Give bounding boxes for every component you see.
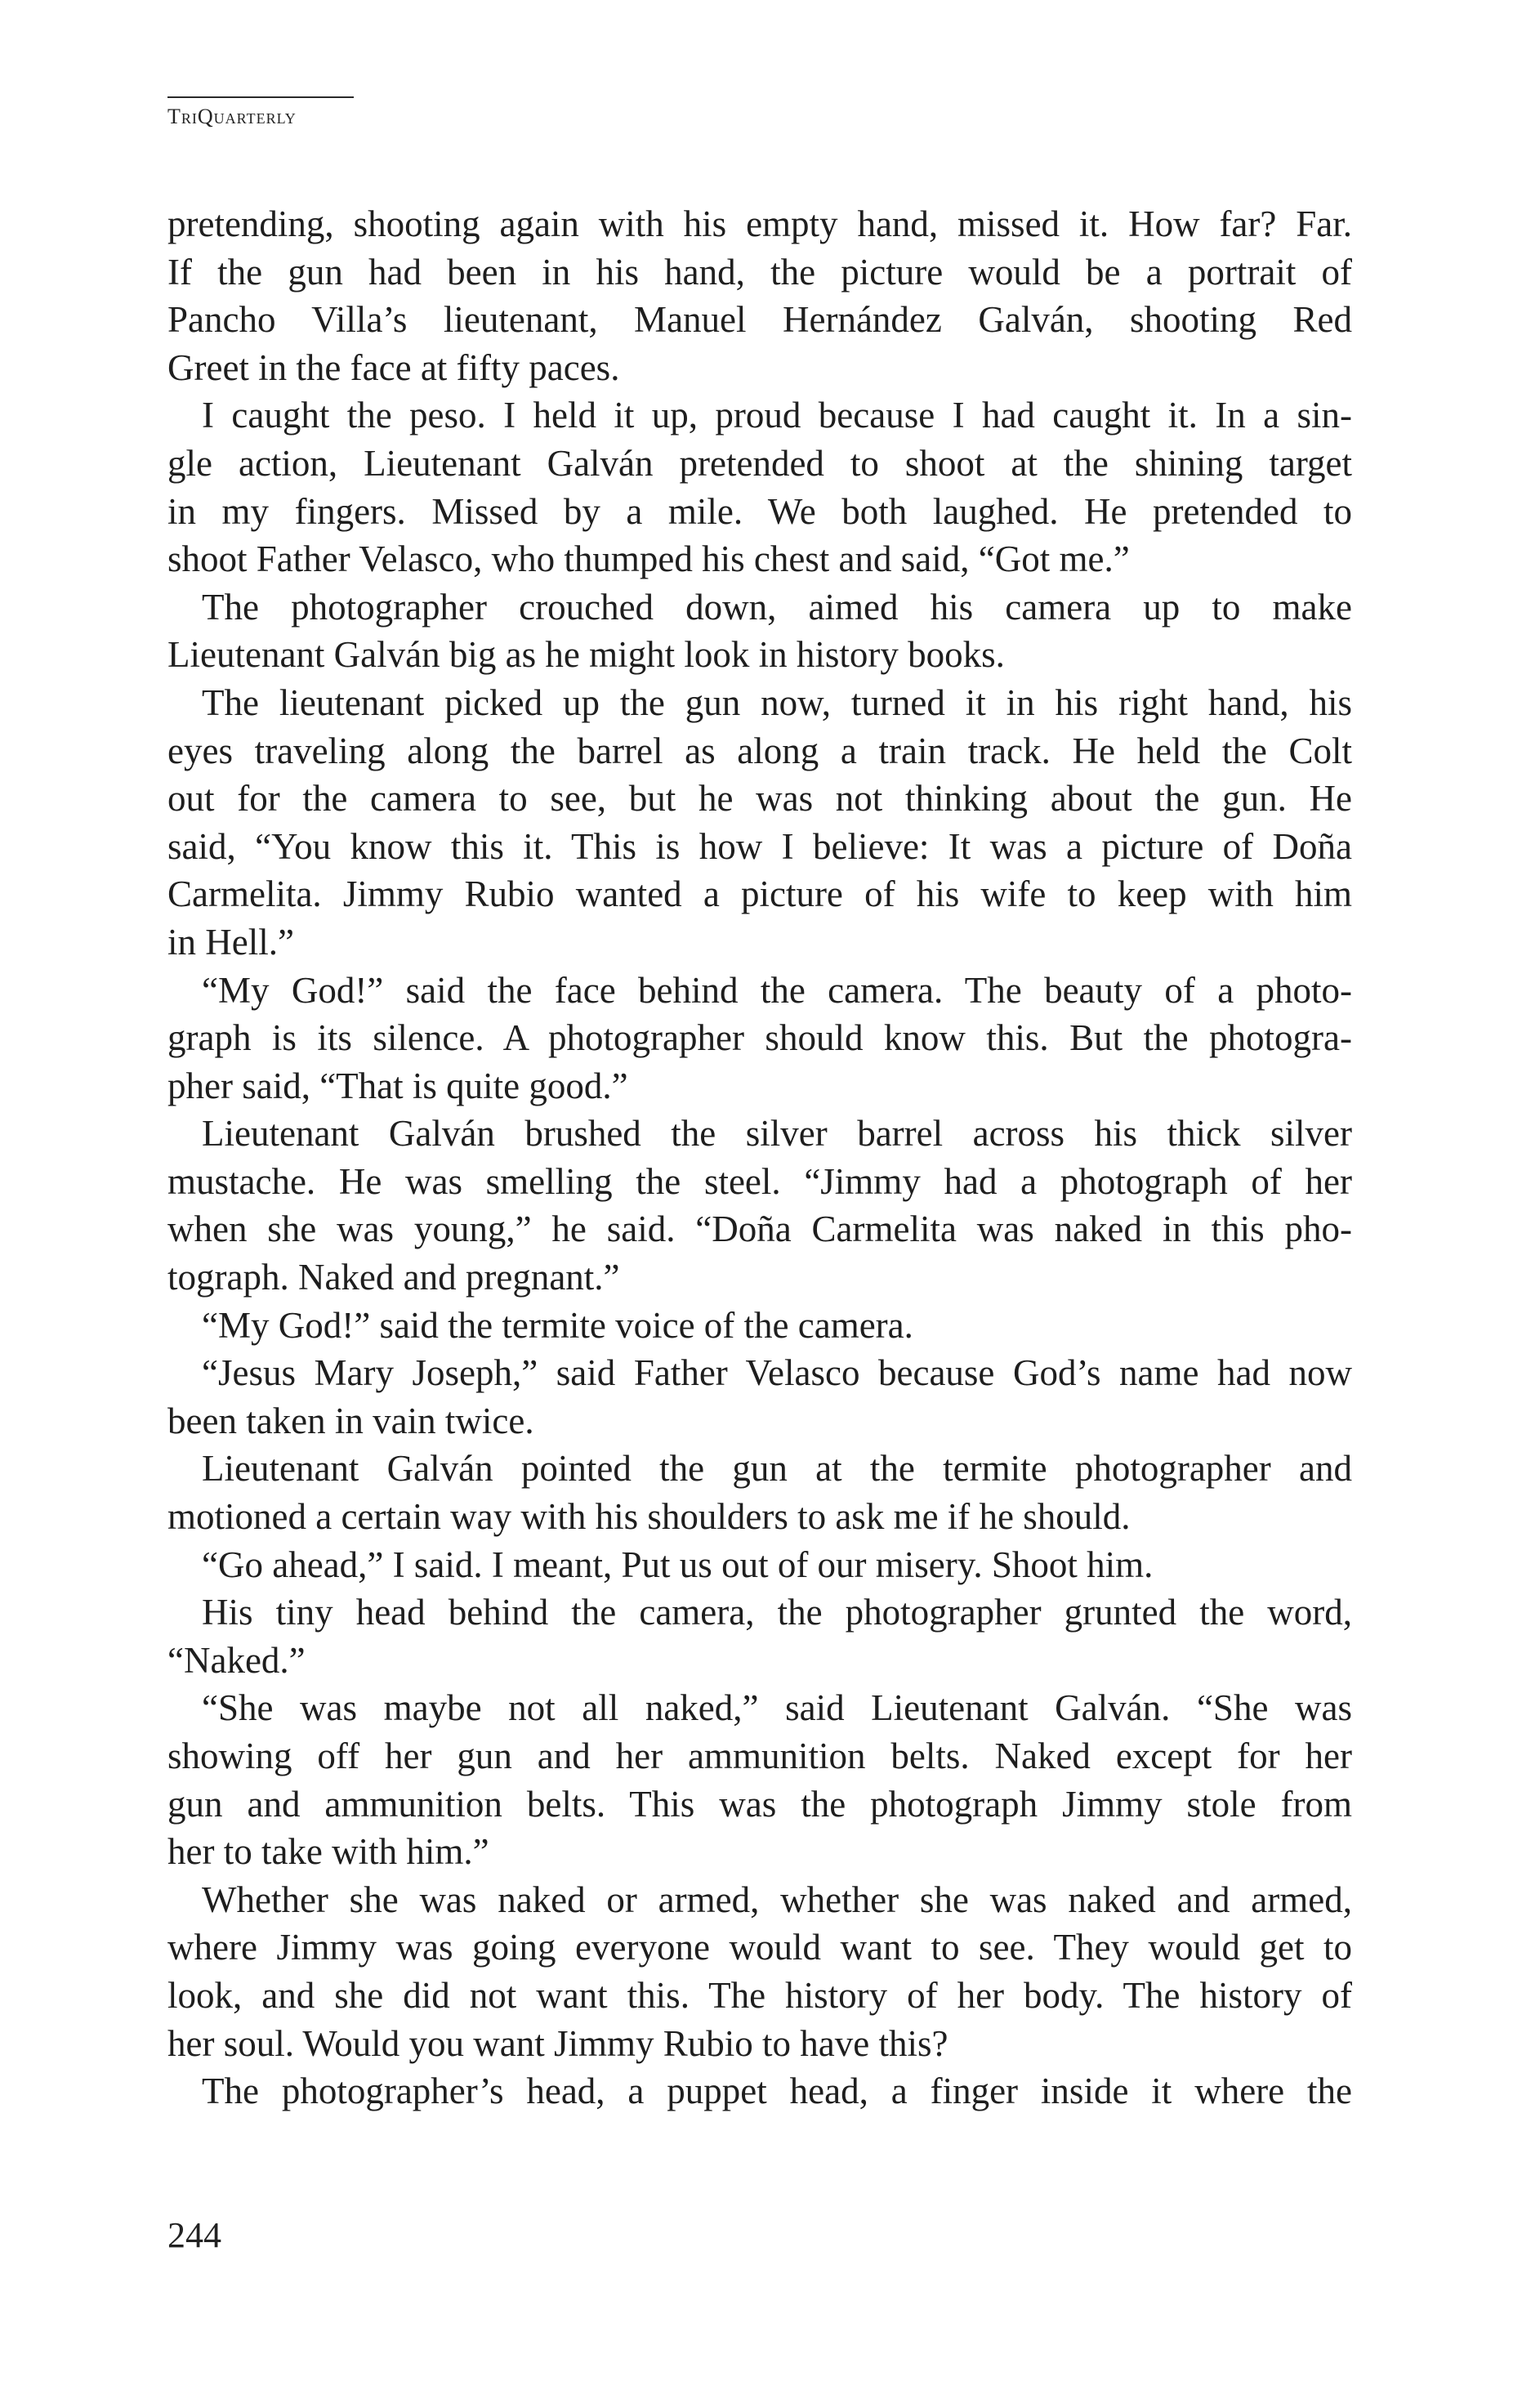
text-line: out for the camera to see, but he was not thinking about the gun. He <box>167 778 1352 820</box>
text-line: pretending, shooting again with his empty hand, missed it. How far? Far. <box>167 203 1352 244</box>
header-rule <box>167 96 354 98</box>
text-line: said, “You know this it. This is how I believe: It was a picture of Doña <box>167 825 1352 867</box>
text-line: Lieutenant Galván pointed the gun at the termite photographer and <box>202 1448 1352 1490</box>
text-line: The lieutenant picked up the gun now, turned it in his right hand, his <box>202 681 1352 723</box>
text-line: showing off her gun and her ammunition belts. Naked except for her <box>167 1736 1352 1776</box>
text-line: I caught the peso. I held it up, proud because I had caught it. In a sin- <box>202 395 1352 436</box>
text-line: pher said, “That is quite good.” <box>167 1065 628 1106</box>
text-line: in my fingers. Missed by a mile. We both laughed. He pretended to <box>167 490 1352 532</box>
text-line: her to take with him.” <box>167 1831 489 1873</box>
journal-title: TriQuarterly <box>167 105 297 128</box>
text-line: when she was young,” he said. “Doña Carmelita was naked in this pho- <box>167 1208 1352 1250</box>
text-line: “She was maybe not all naked,” said Lieutenant Galván. “She was <box>202 1687 1352 1729</box>
text-line: gun and ammunition belts. This was the photograph Jimmy stole from <box>167 1783 1352 1825</box>
text-line: His tiny head behind the camera, the photographer grunted the word, <box>202 1592 1352 1633</box>
text-line: motioned a certain way with his shoulders to ask me if he should. <box>167 1496 1131 1538</box>
text-line: Whether she was naked or armed, whether she was naked and armed, <box>202 1879 1352 1920</box>
text-line: “Jesus Mary Joseph,” said Father Velasco because God’s name had now <box>202 1352 1352 1394</box>
text-line: “Naked.” <box>167 1639 306 1681</box>
text-line: been taken in vain twice. <box>167 1400 534 1441</box>
text-line: shoot Father Velasco, who thumped his chest and said, “Got me.” <box>167 538 1130 580</box>
text-line: “My God!” said the termite voice of the camera. <box>202 1304 913 1346</box>
text-line: The photographer crouched down, aimed his camera up to make <box>202 586 1352 628</box>
text-line: gle action, Lieutenant Galván pretended to shoot at the shining target <box>167 442 1352 484</box>
text-line: in Hell.” <box>167 921 294 963</box>
text-line: Lieutenant Galván big as he might look in history books. <box>167 634 1005 676</box>
text-line: where Jimmy was going everyone would want to see. They would get to <box>167 1927 1352 1968</box>
text-line: Carmelita. Jimmy Rubio wanted a picture of his wife to keep with him <box>167 873 1352 915</box>
text-line: “My God!” said the face behind the camera. The beauty of a photo- <box>202 969 1352 1011</box>
text-line: look, and she did not want this. The history of her body. The history of <box>167 1974 1352 2016</box>
text-line: tograph. Naked and pregnant.” <box>167 1257 620 1298</box>
text-line: graph is its silence. A photographer should know this. But the photogra- <box>167 1017 1352 1059</box>
text-line: Greet in the face at fifty paces. <box>167 346 620 388</box>
text-line: eyes traveling along the barrel as along a train track. He held the Colt <box>167 730 1352 771</box>
page-number: 244 <box>167 2215 221 2255</box>
text-line: Lieutenant Galván brushed the silver barrel across his thick silver <box>202 1113 1352 1155</box>
body-text <box>167 200 1352 2115</box>
text-line: her soul. Would you want Jimmy Rubio to have this? <box>167 2022 948 2064</box>
text-line: Pancho Villa’s lieutenant, Manuel Hernández Galván, shooting Red <box>167 299 1352 341</box>
text-line: The photographer’s head, a puppet head, a finger inside it where the <box>202 2071 1352 2112</box>
text-line: If the gun had been in his hand, the picture would be a portrait of <box>167 251 1352 293</box>
running-head <box>167 96 355 129</box>
text-line: mustache. He was smelling the steel. “Jimmy had a photograph of her <box>167 1160 1352 1202</box>
text-line: “Go ahead,” I said. I meant, Put us out of our misery. Shoot him. <box>202 1544 1154 1585</box>
